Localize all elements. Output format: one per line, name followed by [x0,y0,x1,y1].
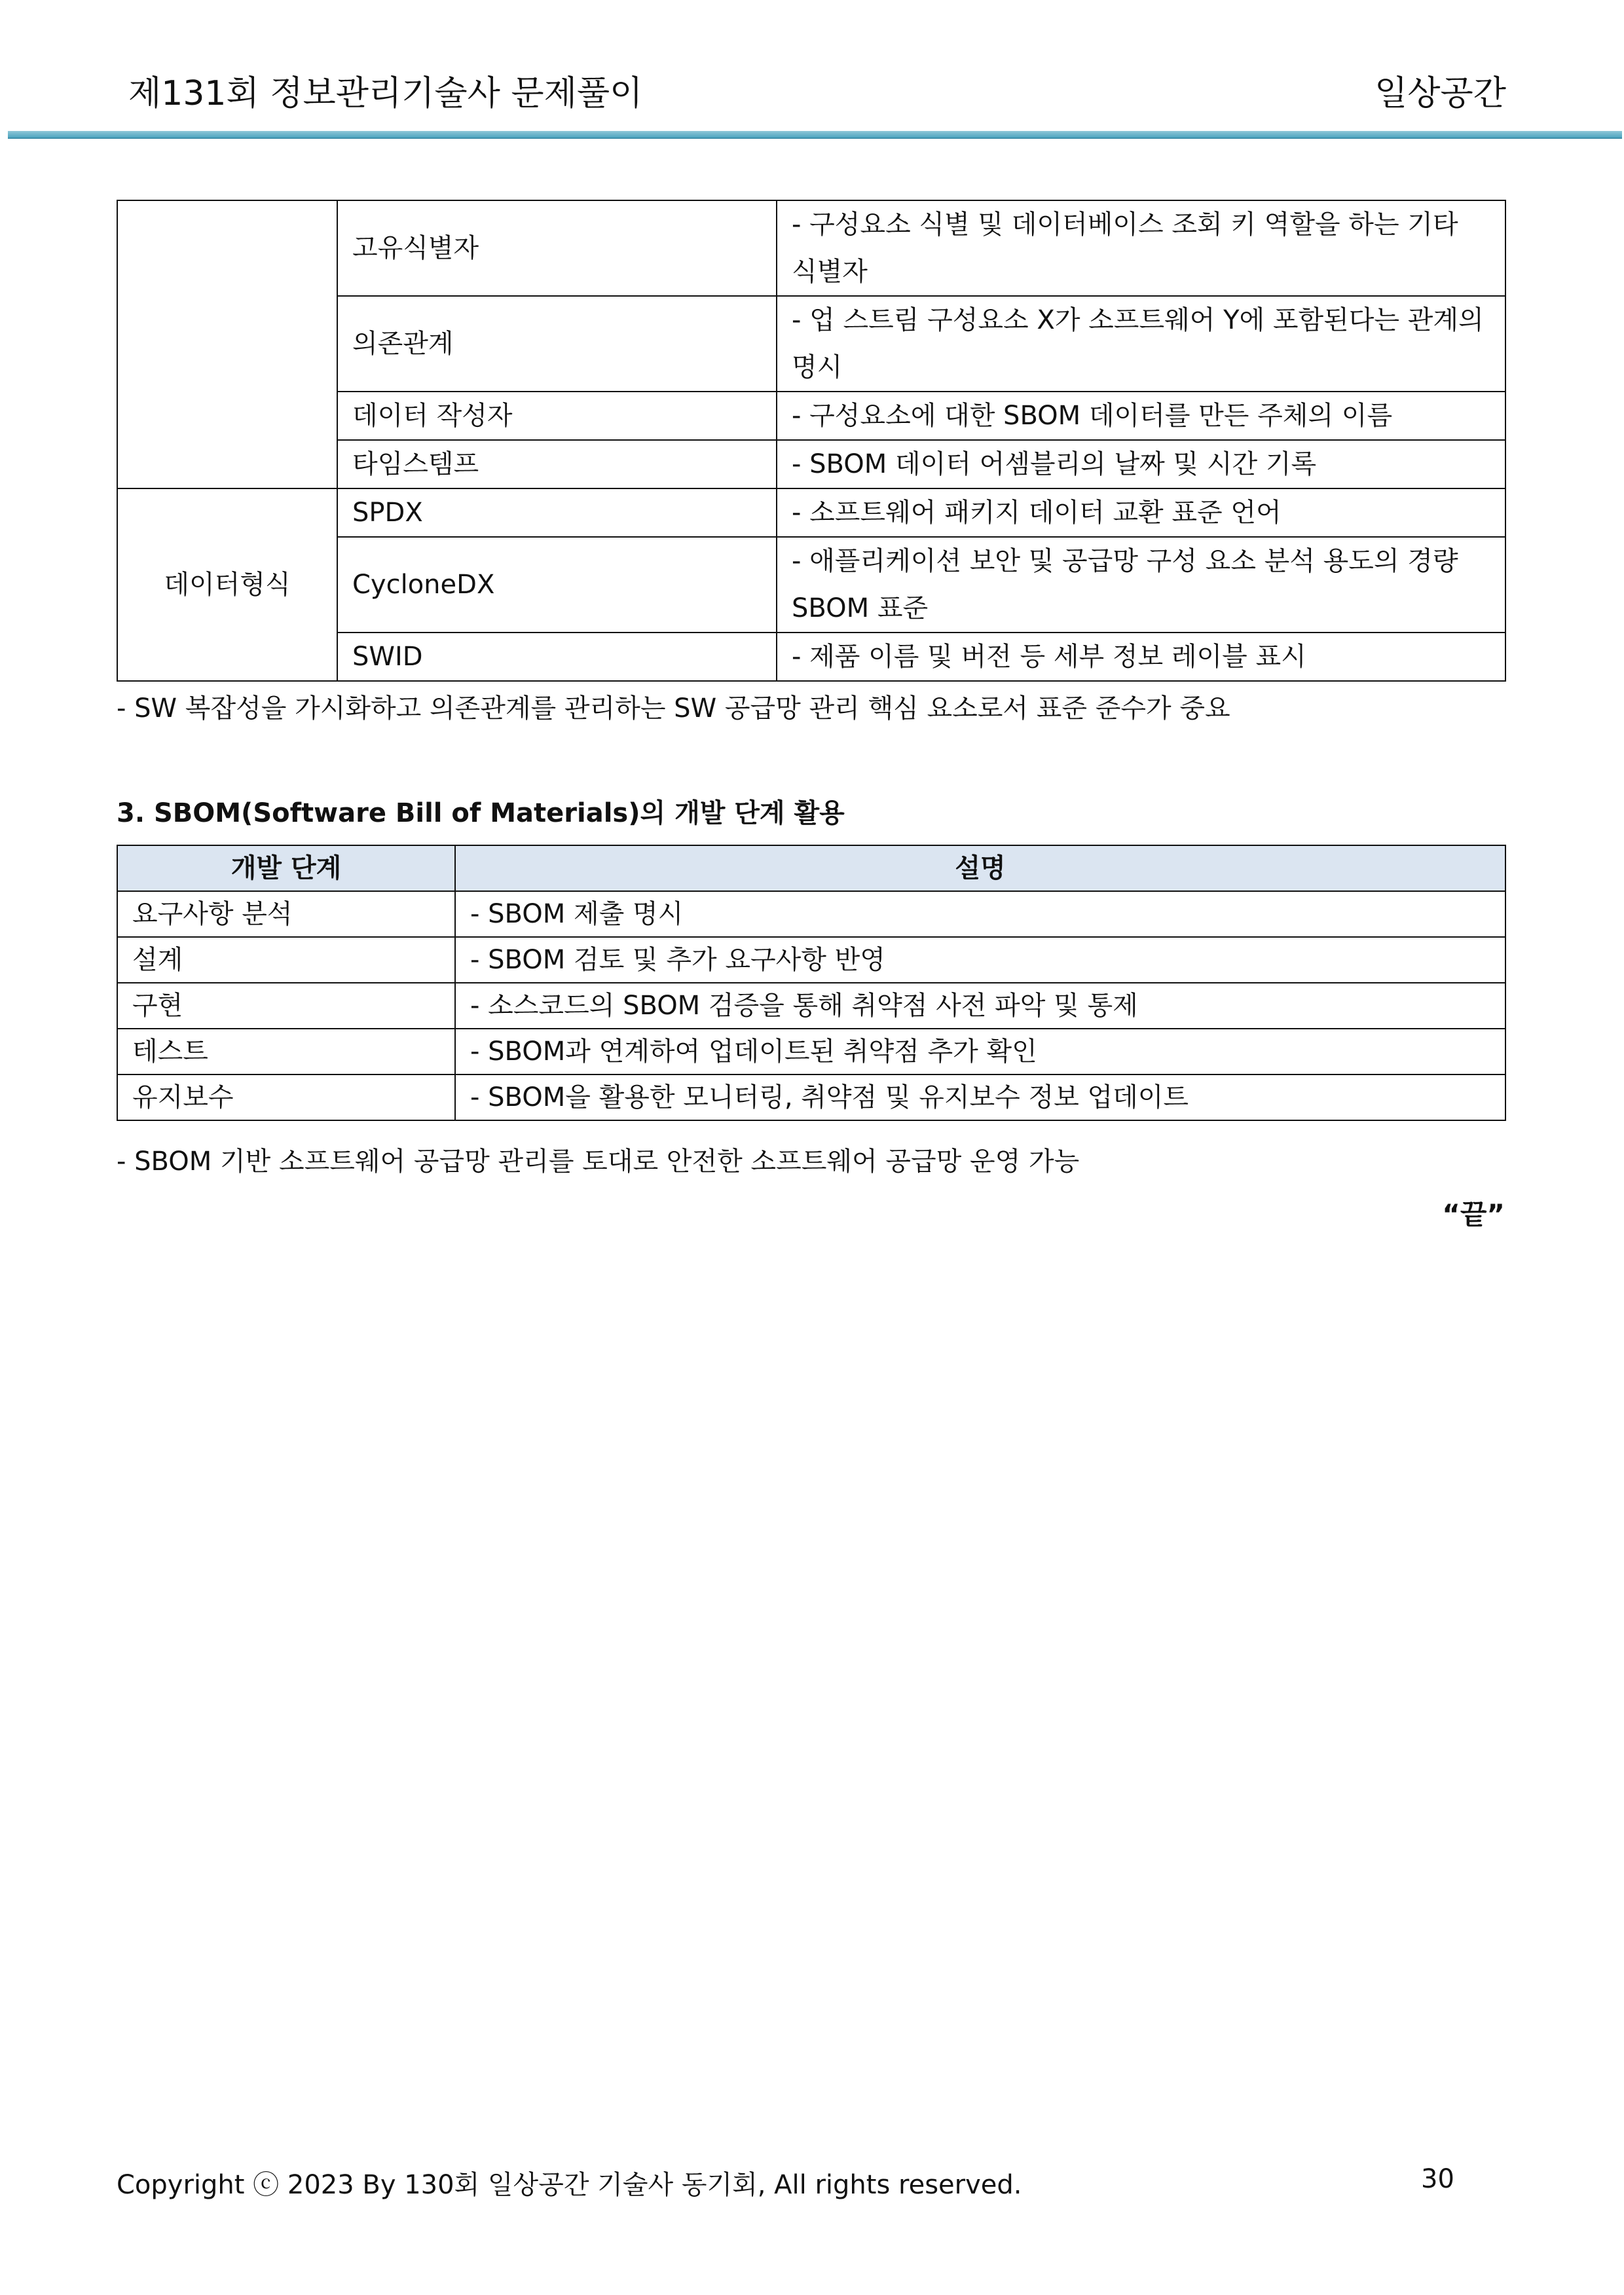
desc-cell: - SBOM을 활용한 모니터링, 취약점 및 유지보수 정보 업데이트 [455,1074,1505,1120]
group-label-cell: 데이터형식 [117,488,337,681]
item-cell: 타임스템프 [337,440,777,488]
desc-cell: - SBOM 데이터 어셈블리의 날짜 및 시간 기록 [777,440,1505,488]
section3-note: - SBOM 기반 소프트웨어 공급망 관리를 토대로 안전한 소프트웨어 공급망 운영 가능 [117,1147,1080,1177]
desc-cell: - 애플리케이션 보안 및 공급망 구성 요소 분석 용도의 경량 SBOM 표준 [777,537,1505,633]
table-row [117,200,1505,296]
item-cell: SWID [337,633,777,681]
header-brand: 일상공간 [1375,74,1506,113]
header-title: 제131회 정보관리기술사 문제풀이 [128,74,643,113]
item-cell: CycloneDX [337,537,777,633]
desc-cell: - SBOM과 연계하여 업데이트된 취약점 추가 확인 [455,1029,1505,1074]
table-row [117,1029,1505,1074]
sbom-element-table [117,200,1506,682]
desc-cell: - 업 스트림 구성요소 X가 소프트웨어 Y에 포함된다는 관계의 명시 [777,296,1505,392]
stage-cell: 설계 [117,937,455,983]
stage-cell: 요구사항 분석 [117,891,455,937]
table1-note: - SW 복잡성을 가시화하고 의존관계를 관리하는 SW 공급망 관리 핵심 요소로서 표준 준수가 중요 [117,693,1230,724]
column-header: 개발 단계 [117,845,455,891]
table-header-row [117,845,1505,891]
dev-stage-table [117,845,1506,1121]
item-cell: 의존관계 [337,296,777,392]
table-row [117,983,1505,1029]
item-cell: 고유식별자 [337,200,777,296]
desc-cell: - 구성요소에 대한 SBOM 데이터를 만든 주체의 이름 [777,392,1505,440]
desc-cell: - 제품 이름 및 버전 등 세부 정보 레이블 표시 [777,633,1505,681]
desc-cell: - 소스코드의 SBOM 검증을 통해 취약점 사전 파악 및 통제 [455,983,1505,1029]
desc-cell: - 구성요소 식별 및 데이터베이스 조회 키 역할을 하는 기타 식별자 [777,200,1505,296]
header-divider [8,131,1622,139]
stage-cell: 유지보수 [117,1074,455,1120]
page-number: 30 [1421,2164,1454,2194]
desc-cell: - 소프트웨어 패키지 데이터 교환 표준 언어 [777,488,1505,537]
column-header: 설명 [455,845,1505,891]
desc-cell: - SBOM 검토 및 추가 요구사항 반영 [455,937,1505,983]
stage-cell: 테스트 [117,1029,455,1074]
section-title: 3. SBOM(Software Bill of Materials)의 개발 단계 활용 [117,798,845,828]
table-row [117,488,1505,537]
end-mark: “끝” [1442,1198,1505,1230]
stage-cell: 구현 [117,983,455,1029]
table-row [117,937,1505,983]
item-cell: SPDX [337,488,777,537]
table-row [117,1074,1505,1120]
table-row [117,891,1505,937]
group-label-cell [117,200,337,488]
footer-copyright: Copyright ⓒ 2023 By 130회 일상공간 기술사 동기회, All rights reserved. [117,2170,1022,2200]
desc-cell: - SBOM 제출 명시 [455,891,1505,937]
item-cell: 데이터 작성자 [337,392,777,440]
